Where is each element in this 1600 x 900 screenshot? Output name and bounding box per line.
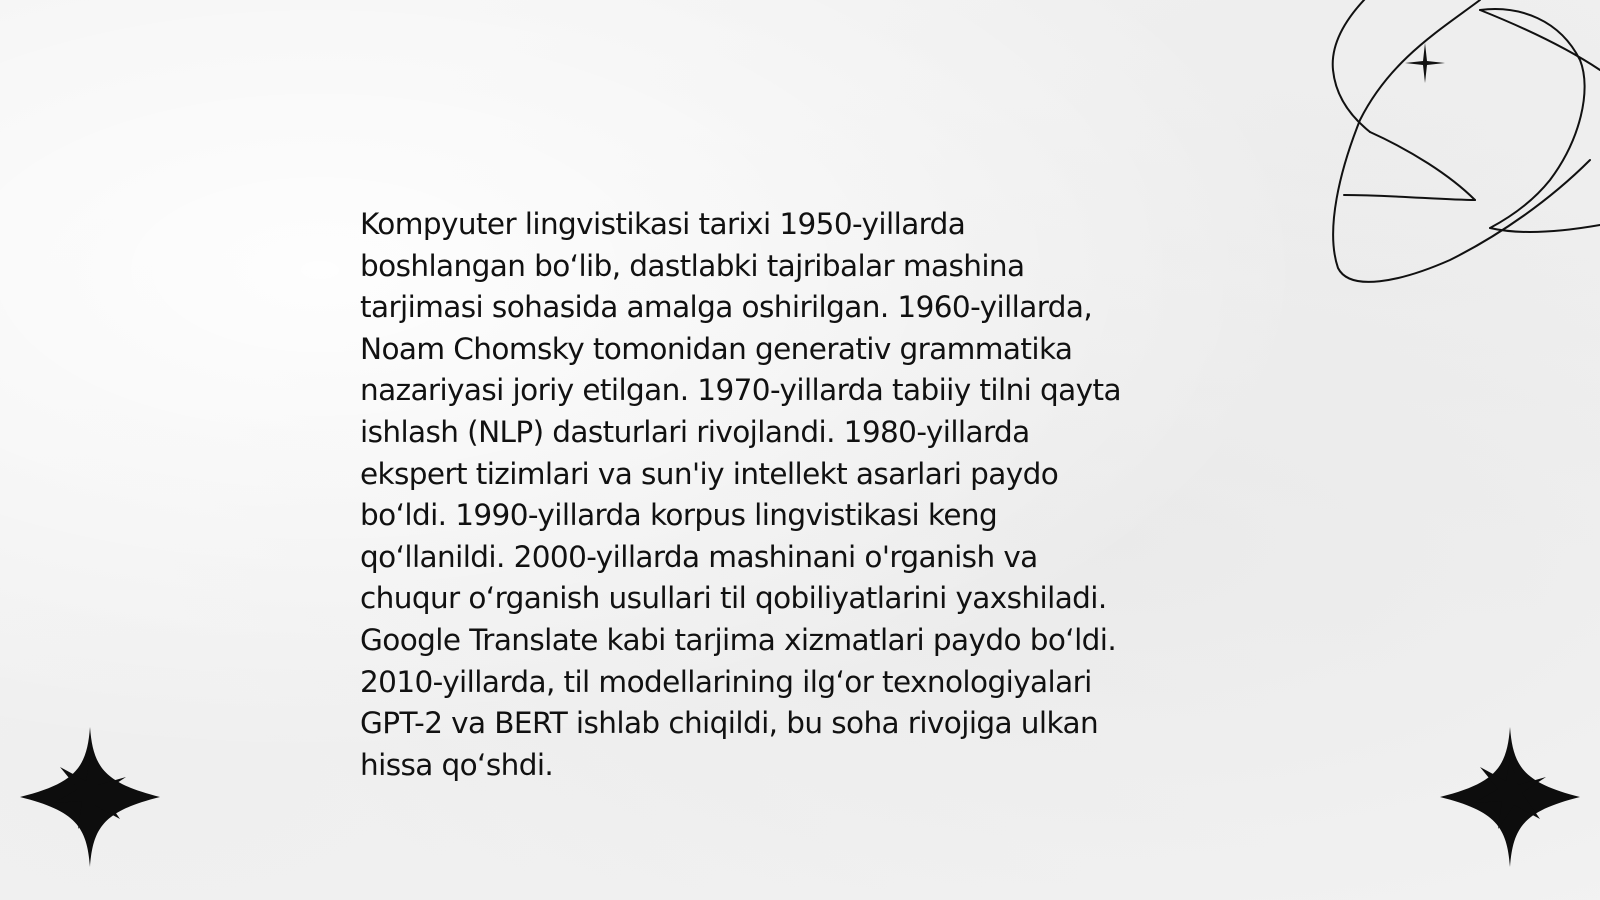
orbit-lines-icon: [1330, 0, 1600, 300]
sparkle-star-icon: [20, 727, 160, 867]
sparkle-small-icon: [1405, 43, 1445, 83]
body-paragraph: Kompyuter lingvistikasi tarixi 1950-yillarda boshlangan bo‘lib, dastlabki tajribalar mashina tarjimasi sohasida amalga oshirilgan. 1960-yillarda, Noam Chomsky tomonidan generativ grammatika nazariyasi joriy etilgan. 1970-yillarda tabiiy tilni qayta ishlash (NLP) dasturlari rivojlandi. 1980-yillarda ekspert tizimlari va sun'iy intellekt asarlari paydo bo‘ldi. 1990-yillarda korpus lingvistikasi keng qo‘llanildi. 2000-yillarda mashinani o'rganish va chuqur o‘rganish usullari til qobiliyatlarini yaxshiladi. Google Translate kabi tarjima xizmatlari paydo bo‘ldi. 2010-yillarda, til modellarining ilg‘or texnologiyalari GPT-2 va BERT ishlab chiqildi, bu soha rivojiga ulkan hissa qo‘shdi.: [360, 207, 1121, 782]
sparkle-star-icon: [1440, 727, 1580, 867]
